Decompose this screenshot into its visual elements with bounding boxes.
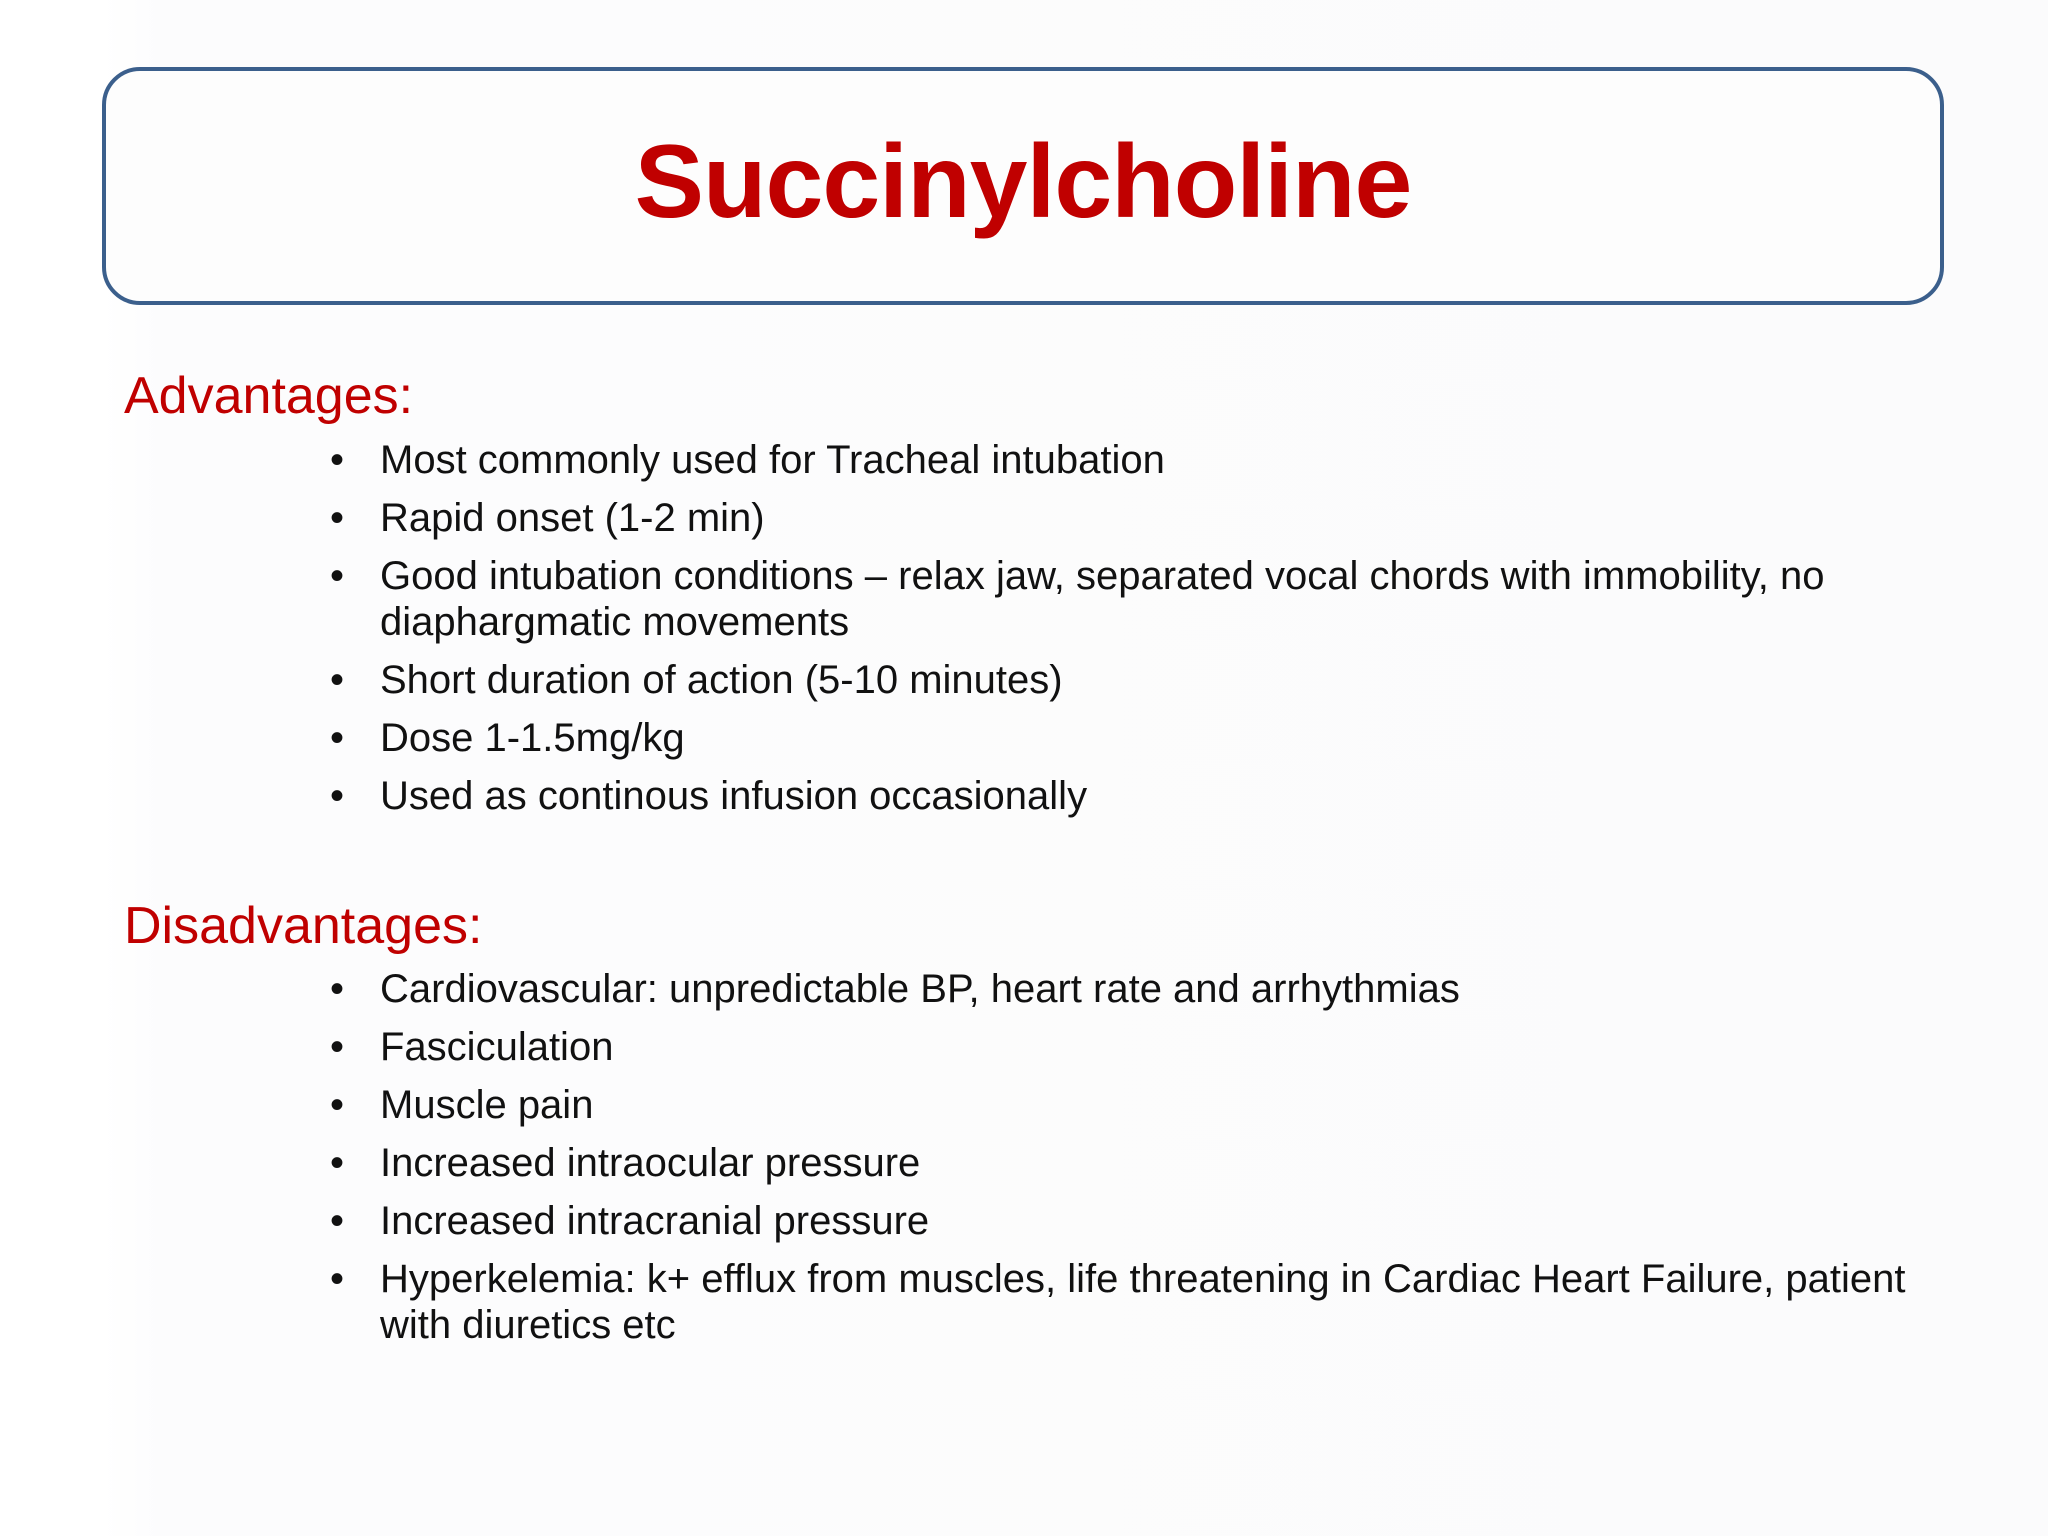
bullet-icon: • (330, 438, 345, 482)
list-item (330, 553, 1880, 645)
bullet-icon: • (330, 1257, 345, 1301)
list-item-text: Muscle pain (380, 1083, 594, 1127)
list-item-text: Increased intracranial pressure (380, 1199, 930, 1243)
list-item (330, 437, 1970, 483)
bullet-icon: • (330, 1025, 345, 1069)
bullet-icon: • (330, 1083, 345, 1127)
bullet-icon: • (330, 967, 345, 1011)
bullet-icon: • (330, 774, 345, 818)
list-item (330, 773, 1970, 819)
list-item-text: Used as continous infusion occasionally (380, 774, 1088, 818)
list-item-text: Fasciculation (380, 1025, 614, 1069)
bullet-icon: • (330, 1199, 345, 1243)
list-item (330, 966, 1970, 1012)
list-item (330, 1140, 1970, 1186)
list-item (330, 495, 1970, 541)
disadvantages-list (330, 966, 1970, 1360)
advantages-heading: Advantages: (124, 367, 414, 425)
bullet-icon: • (330, 1141, 345, 1185)
list-item (330, 1198, 1970, 1244)
bullet-icon: • (330, 716, 345, 760)
list-item-text: Hyperkelemia: k+ efflux from muscles, life threatening in Cardiac Heart Failure, patient with diuretics etc (380, 1257, 1906, 1347)
bullet-icon: • (330, 496, 345, 540)
list-item-text: Rapid onset (1-2 min) (380, 496, 765, 540)
list-item (330, 657, 1970, 703)
list-item-text: Short duration of action (5-10 minutes) (380, 658, 1063, 702)
list-item (330, 1082, 1970, 1128)
disadvantages-heading: Disadvantages: (124, 897, 483, 955)
bullet-icon: • (330, 658, 345, 702)
bullet-icon: • (330, 554, 345, 598)
title-box (102, 67, 1944, 305)
list-item (330, 715, 1970, 761)
advantages-list (330, 437, 1970, 831)
list-item-text: Good intubation conditions – relax jaw, separated vocal chords with immobility, no diaphargmatic movements (380, 554, 1825, 644)
list-item (330, 1256, 1970, 1348)
list-item (330, 1024, 1970, 1070)
list-item-text: Cardiovascular: unpredictable BP, heart rate and arrhythmias (380, 967, 1460, 1011)
list-item-text: Dose 1-1.5mg/kg (380, 716, 685, 760)
list-item-text: Increased intraocular pressure (380, 1141, 921, 1185)
list-item-text: Most commonly used for Tracheal intubation (380, 438, 1165, 482)
slide-title: Succinylcholine (634, 123, 1412, 240)
